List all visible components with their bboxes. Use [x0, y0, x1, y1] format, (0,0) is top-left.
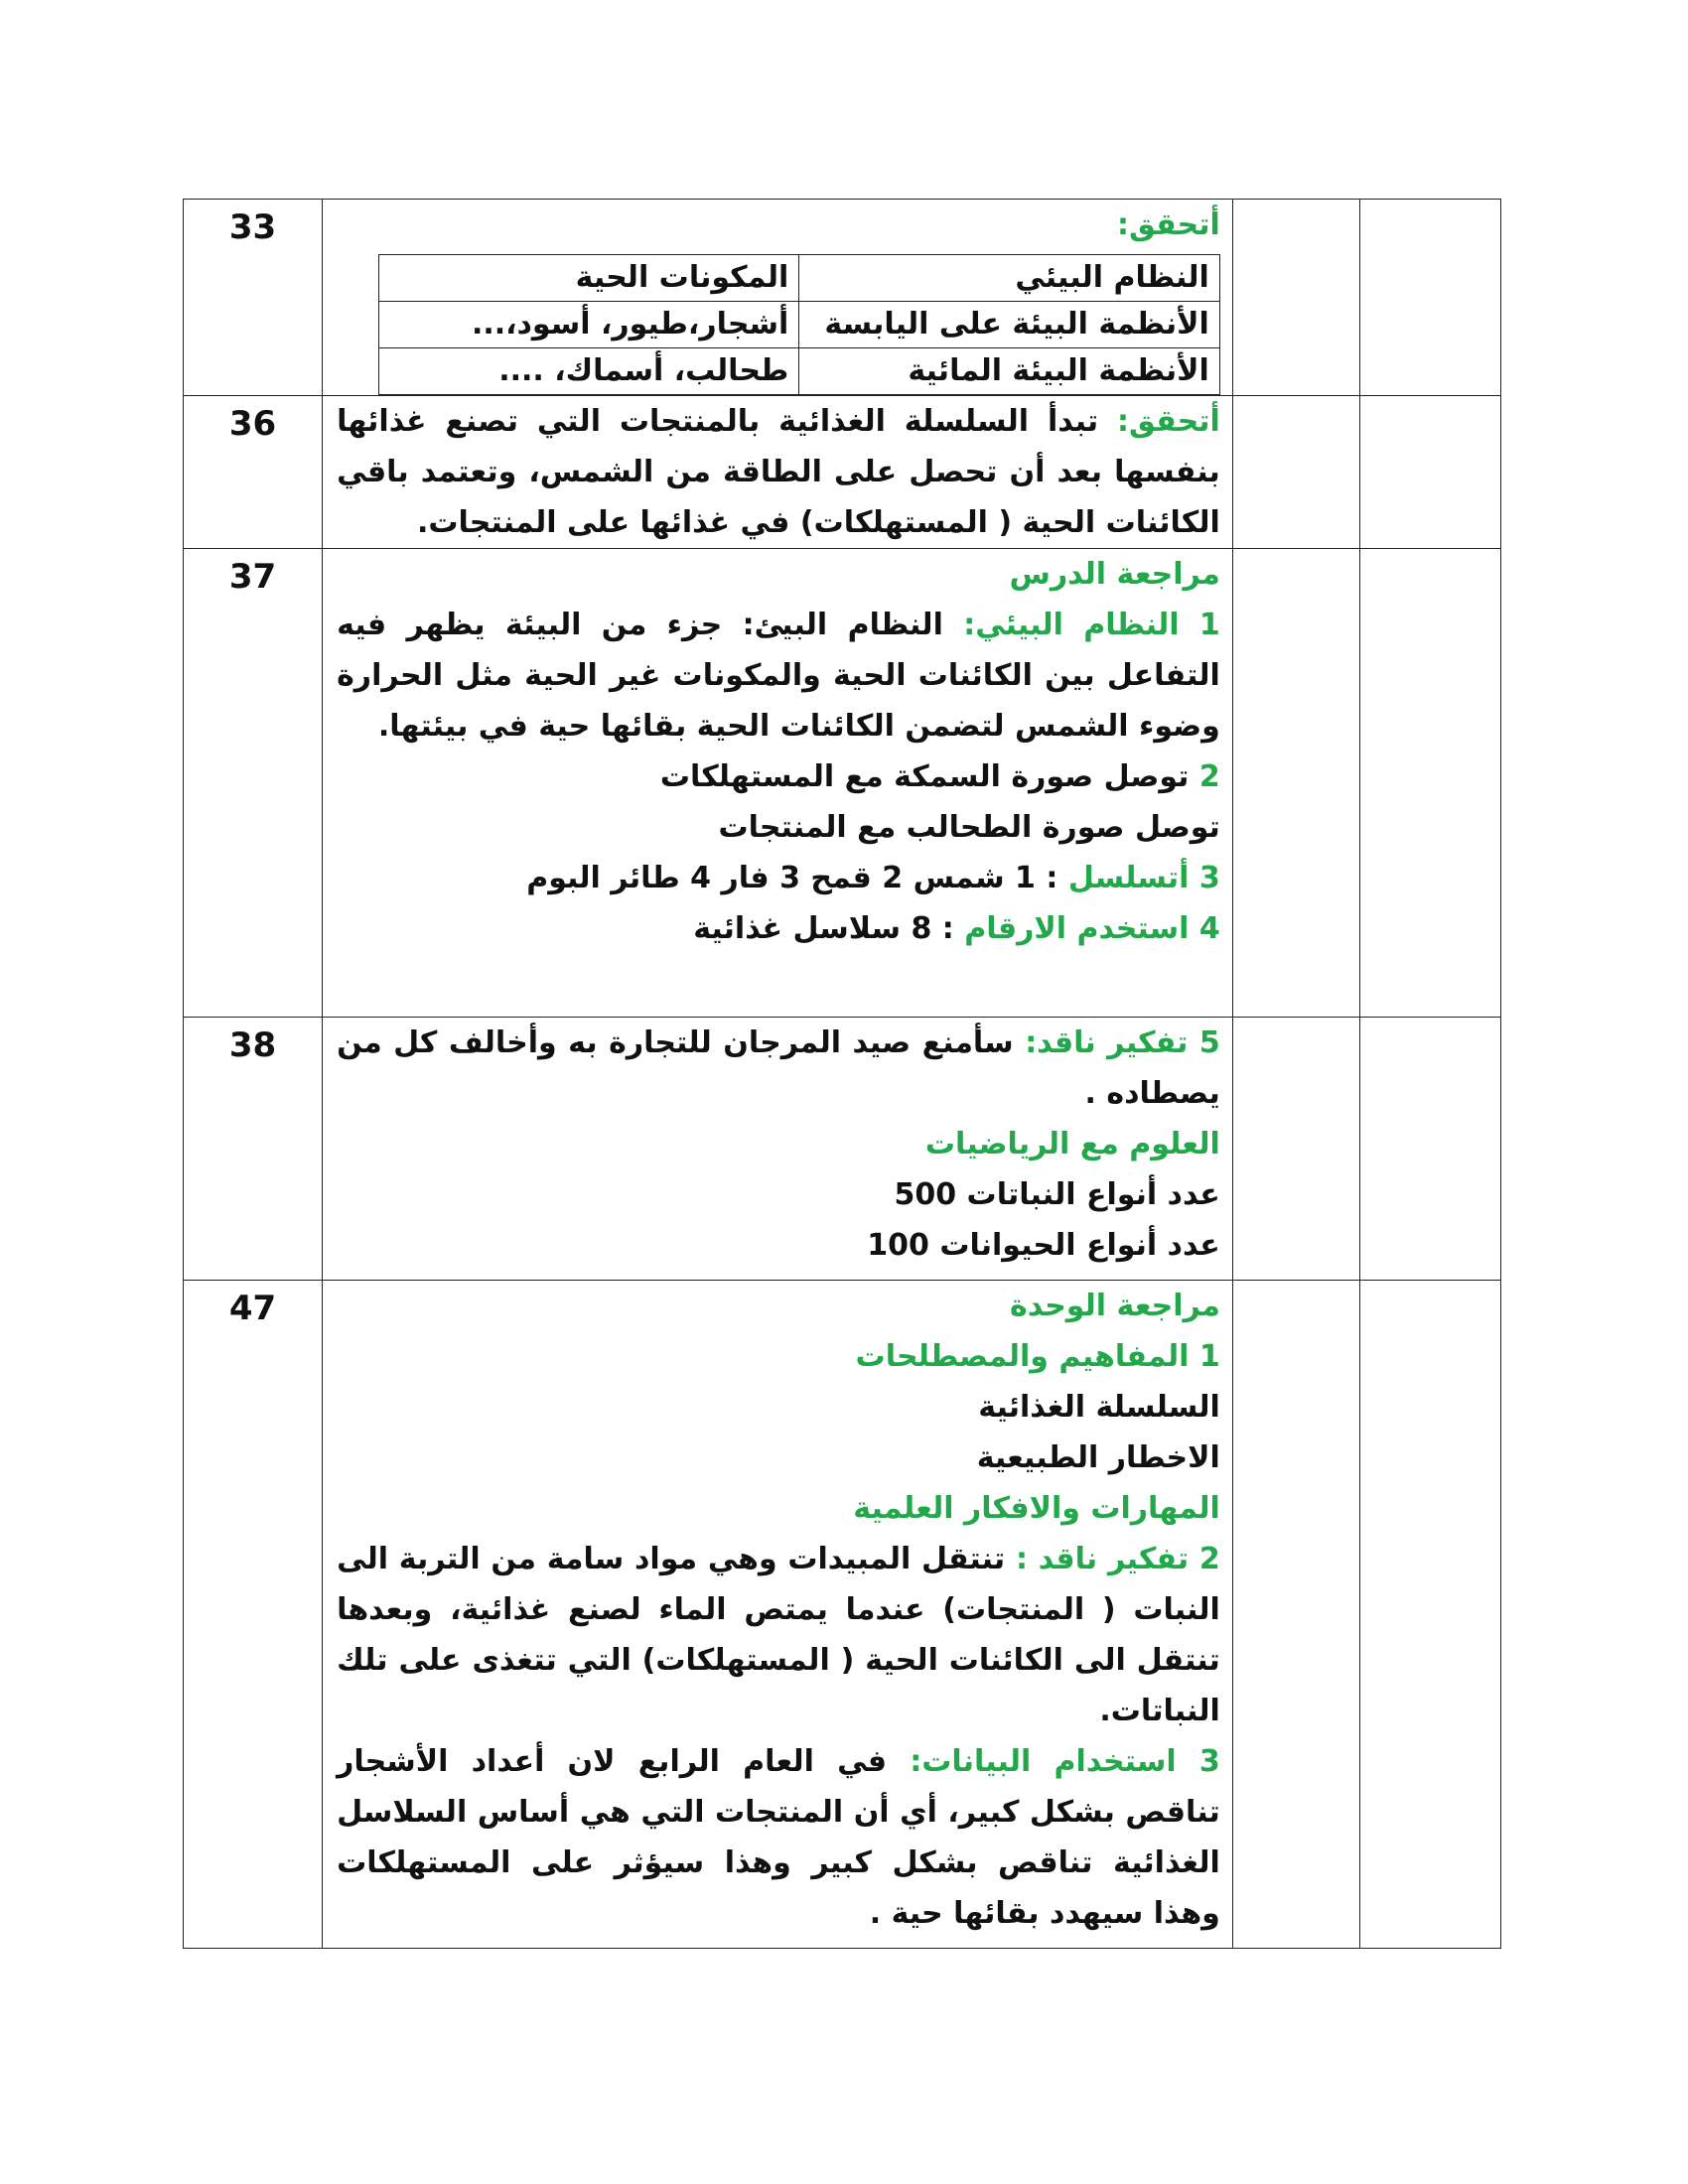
- item-2: [337, 1534, 1220, 1736]
- plants-count: عدد أنواع النباتات 500: [894, 1177, 1220, 1212]
- item-label: 3 استخدام البيانات:: [910, 1744, 1220, 1779]
- item-text: تنتقل المبيدات وهي مواد سامة من التربة الى النبات ( المنتجات) عندما يمتص الماء لصنع غذائية، وبعدها تنتقل الى الكائنات الحية ( المستهلكات) التي تتغذى على تلك النباتات.: [337, 1542, 1220, 1728]
- item-5: [337, 1018, 1220, 1119]
- page-number: 37: [228, 557, 277, 597]
- term: الاخطار الطبيعية: [976, 1440, 1220, 1475]
- item-label: 3 أتسلسل: [1067, 861, 1220, 895]
- skills-heading: المهارات والافكار العلمية: [853, 1491, 1220, 1526]
- page-number: 36: [228, 404, 277, 444]
- empty-cell: [1232, 1281, 1359, 1949]
- answer-cell: [323, 200, 1233, 396]
- inner-row: [378, 302, 1219, 348]
- ecosystem-table: [378, 254, 1220, 395]
- answer-cell: [323, 1281, 1233, 1949]
- item-text: سأمنع صيد المرجان للتجارة به وأخالف كل من يصطاده .: [337, 1025, 1220, 1111]
- table-row: [184, 396, 1501, 549]
- check-label: أتحقق:: [1116, 404, 1220, 439]
- item-3: [337, 1736, 1220, 1939]
- empty-cell: [1359, 549, 1500, 1018]
- item-label: 4 استخدم الارقام: [964, 911, 1220, 946]
- unit-review-heading: مراجعة الوحدة: [1010, 1289, 1220, 1323]
- table-row: [184, 1018, 1501, 1281]
- empty-cell: [1232, 549, 1359, 1018]
- item-4: [337, 903, 1220, 954]
- page-number-cell: [184, 200, 323, 396]
- header-living-components: المكونات الحية: [378, 255, 799, 302]
- item-text: توصل صورة الطحالب مع المنتجات: [718, 810, 1220, 845]
- item-label: 5 تفكير ناقد:: [1025, 1025, 1220, 1060]
- concepts-heading: 1 المفاهيم والمصطلحات: [855, 1339, 1220, 1374]
- answer-text: تبدأ السلسلة الغذائية بالمنتجات التي تصنع غذائها بنفسها بعد أن تحصل على الطاقة من الشمس، وتعتمد باقي الكائنات الحية ( المستهلكات) في غذائها على المنتجات.: [337, 404, 1220, 540]
- item-label: 2 تفكير ناقد :: [1015, 1542, 1220, 1576]
- page-number: 47: [228, 1289, 277, 1328]
- answer-paragraph: [323, 396, 1232, 548]
- table-row: [184, 549, 1501, 1018]
- check-heading: أتحقق:: [1116, 207, 1220, 242]
- inner-row: [378, 348, 1219, 395]
- answer-cell: [323, 549, 1233, 1018]
- item-text: : 8 سلاسل غذائية: [693, 911, 954, 946]
- page-number: 38: [228, 1025, 277, 1065]
- item-1: [337, 600, 1220, 751]
- answer-cell: [323, 1018, 1233, 1281]
- inner-cell: الأنظمة البيئة على اليابسة: [799, 302, 1220, 348]
- table-row: [184, 200, 1501, 396]
- term: السلسلة الغذائية: [978, 1390, 1220, 1425]
- item-text: : 1 شمس 2 قمح 3 فار 4 طائر البوم: [526, 861, 1058, 895]
- item-text: توصل صورة السمكة مع المستهلكات: [659, 759, 1190, 794]
- empty-cell: [1359, 1281, 1500, 1949]
- header-ecosystem: النظام البيئي: [799, 255, 1220, 302]
- table-row: [184, 1281, 1501, 1949]
- inner-cell: طحالب، أسماك، ....: [378, 348, 799, 395]
- empty-cell: [1359, 1018, 1500, 1281]
- item-3: [337, 853, 1220, 903]
- lesson-review-heading: مراجعة الدرس: [1009, 557, 1220, 592]
- item-2: [337, 751, 1220, 802]
- empty-cell: [1359, 200, 1500, 396]
- animals-count: عدد أنواع الحيوانات 100: [867, 1228, 1220, 1263]
- empty-cell: [1232, 200, 1359, 396]
- page-number-cell: [184, 549, 323, 1018]
- empty-cell: [1232, 1018, 1359, 1281]
- page-number-cell: [184, 1281, 323, 1949]
- science-math-heading: العلوم مع الرياضيات: [924, 1127, 1220, 1161]
- inner-cell: الأنظمة البيئة المائية: [799, 348, 1220, 395]
- item-text: النظام البيئ: جزء من البيئة يظهر فيه التفاعل بين الكائنات الحية والمكونات غير الحية مثل الحرارة وضوء الشمس لتضمن الكائنات الحية بقائها حية في بيئتها.: [337, 608, 1220, 744]
- page-number-cell: [184, 1018, 323, 1281]
- empty-cell: [1359, 396, 1500, 549]
- item-text: في العام الرابع لان أعداد الأشجار تناقص بشكل كبير، أي أن المنتجات التي هي أساس السلاسل الغذائية تناقص بشكل كبير وهذا سيؤثر على المستهلكات وهذا سيهدد بقائها حية .: [337, 1744, 1220, 1931]
- page-number: 33: [228, 207, 277, 247]
- inner-header-row: [378, 255, 1219, 302]
- page-number-cell: [184, 396, 323, 549]
- item-label: 2: [1198, 759, 1220, 794]
- answer-table: [183, 199, 1501, 1949]
- item-label: 1 النظام البيئي:: [963, 608, 1220, 642]
- answer-cell: [323, 396, 1233, 549]
- inner-cell: أشجار،طيور، أسود،...: [378, 302, 799, 348]
- empty-cell: [1232, 396, 1359, 549]
